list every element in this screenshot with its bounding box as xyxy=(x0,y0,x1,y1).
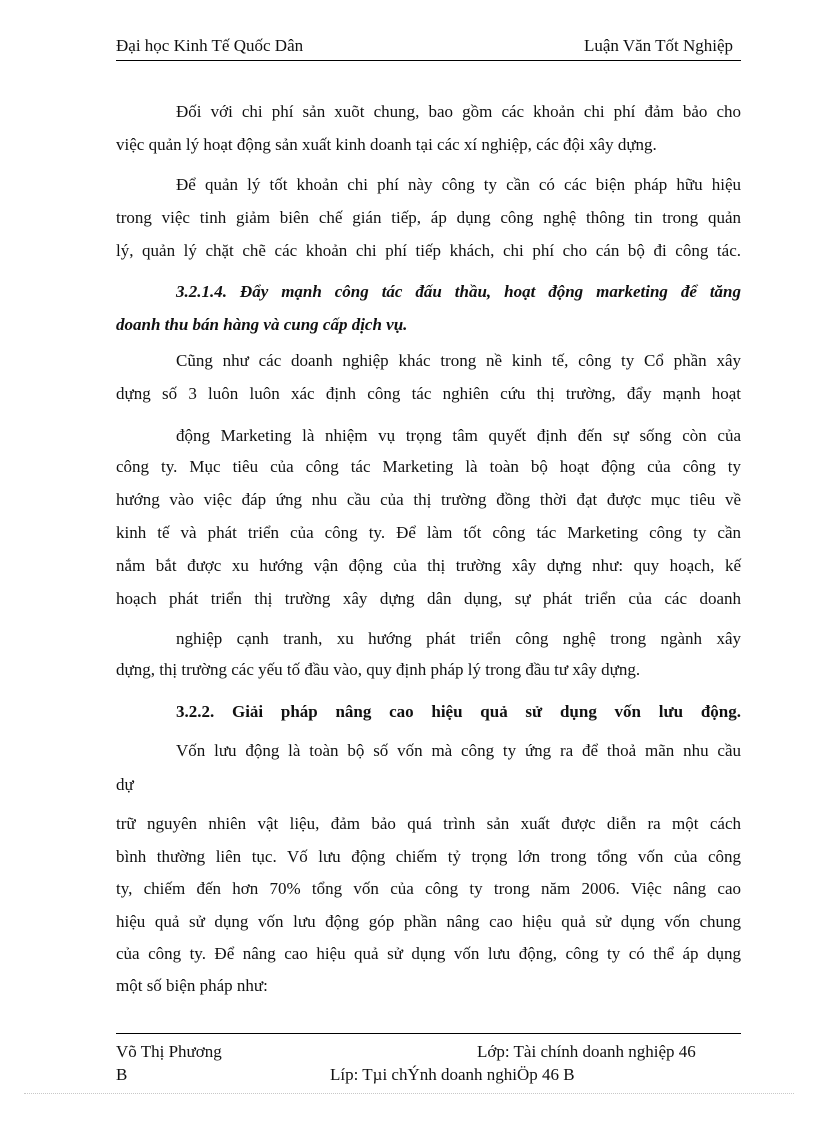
paragraph-line: động Marketing là nhiệm vụ trọng tâm quyết định đến sự sống còn của xyxy=(176,426,741,445)
paragraph-line: Đối với chi phí sản xuõt chung, bao gồm các khoản chi phí đảm bảo cho xyxy=(176,102,741,121)
paragraph-line: Vốn lưu động là toàn bộ số vốn mà công ty ứng ra để thoả mãn nhu cầu xyxy=(176,741,741,760)
footer-class-garbled: Líp: Tµi chÝnh doanh nghiÖp 46 B xyxy=(330,1065,575,1084)
paragraph-line: Để quản lý tốt khoản chi phí này công ty cần có các biện pháp hữu hiệu xyxy=(176,175,741,194)
section-heading: 3.2.1.4. Đẩy mạnh công tác đấu thầu, hoạt động marketing để tăng xyxy=(176,282,741,301)
paragraph-line: lý, quản lý chặt chẽ các khoản chi phí tiếp khách, chi phí cho cán bộ đi công tác. xyxy=(116,241,741,260)
paragraph-line: hiệu quả sử dụng vốn lưu động góp phần nâng cao hiệu quả sử dụng vốn chung xyxy=(116,912,741,931)
footer-divider xyxy=(116,1033,741,1034)
paragraph-line: hoạch phát triển thị trường xây dựng dân dụng, sự phát triển của các doanh xyxy=(116,589,741,608)
section-heading: 3.2.2. Giải pháp nâng cao hiệu quả sử dụng vốn lưu động. xyxy=(176,702,741,721)
paragraph-line: hướng vào việc đáp ứng nhu cầu của thị trường đồng thời đạt được mục tiêu về xyxy=(116,490,741,509)
section-heading: doanh thu bán hàng và cung cấp dịch vụ. xyxy=(116,315,408,334)
paragraph-line: một số biện pháp như: xyxy=(116,976,268,995)
paragraph-line: Cũng như các doanh nghiệp khác trong nề kinh tế, công ty Cổ phần xây xyxy=(176,351,741,370)
paragraph-line: của công ty. Để nâng cao hiệu quả sử dụng vốn lưu động, công ty có thể áp dụng xyxy=(116,944,741,963)
paragraph-line: trữ nguyên nhiên vật liệu, đảm bảo quá trình sản xuất được diễn ra một cách xyxy=(116,814,741,833)
paragraph-line: kinh tế và phát triển của công ty. Để làm tốt công tác Marketing công ty cần xyxy=(116,523,741,542)
paragraph-line: dựng số 3 luôn luôn xác định công tác nghiên cứu thị trường, đẩy mạnh hoạt xyxy=(116,384,741,403)
footer-author: Võ Thị Phương xyxy=(116,1042,222,1061)
header-document-type: Luận Văn Tốt Nghiệp xyxy=(583,36,733,55)
footer-author-suffix: B xyxy=(116,1065,128,1084)
paragraph-line: ty, chiếm đến hơn 70% tổng vốn của công ty trong năm 2006. Việc nâng cao xyxy=(116,879,741,898)
paragraph-line: bình thường liên tục. Vố lưu động chiếm tỷ trọng lớn trong tổng vốn của công xyxy=(116,847,741,866)
footer-class: Lớp: Tài chính doanh nghiệp 46 xyxy=(477,1042,696,1061)
header-university: Đại học Kinh Tế Quốc Dân xyxy=(116,36,304,55)
page-boundary xyxy=(24,1093,794,1094)
paragraph-line: dự xyxy=(116,775,134,794)
paragraph-line: nắm bắt được xu hướng vận động của thị trường xây dựng như: quy hoạch, kế xyxy=(116,556,741,575)
paragraph-line: việc quản lý hoạt động sản xuất kinh doanh tại các xí nghiệp, các đội xây dựng. xyxy=(116,135,657,154)
paragraph-line: dựng, thị trường các yếu tố đầu vào, quy định pháp lý trong đầu tư xây dựng. xyxy=(116,660,641,679)
paragraph-line: công ty. Mục tiêu của công tác Marketing là toàn bộ hoạt động của công ty xyxy=(116,457,741,476)
page-header xyxy=(116,36,741,61)
paragraph-line: trong việc tinh giảm biên chế gián tiếp, áp dụng công nghệ thông tin trong quản xyxy=(116,208,741,227)
paragraph-line: nghiệp cạnh tranh, xu hướng phát triển công nghệ trong ngành xây xyxy=(176,629,741,648)
